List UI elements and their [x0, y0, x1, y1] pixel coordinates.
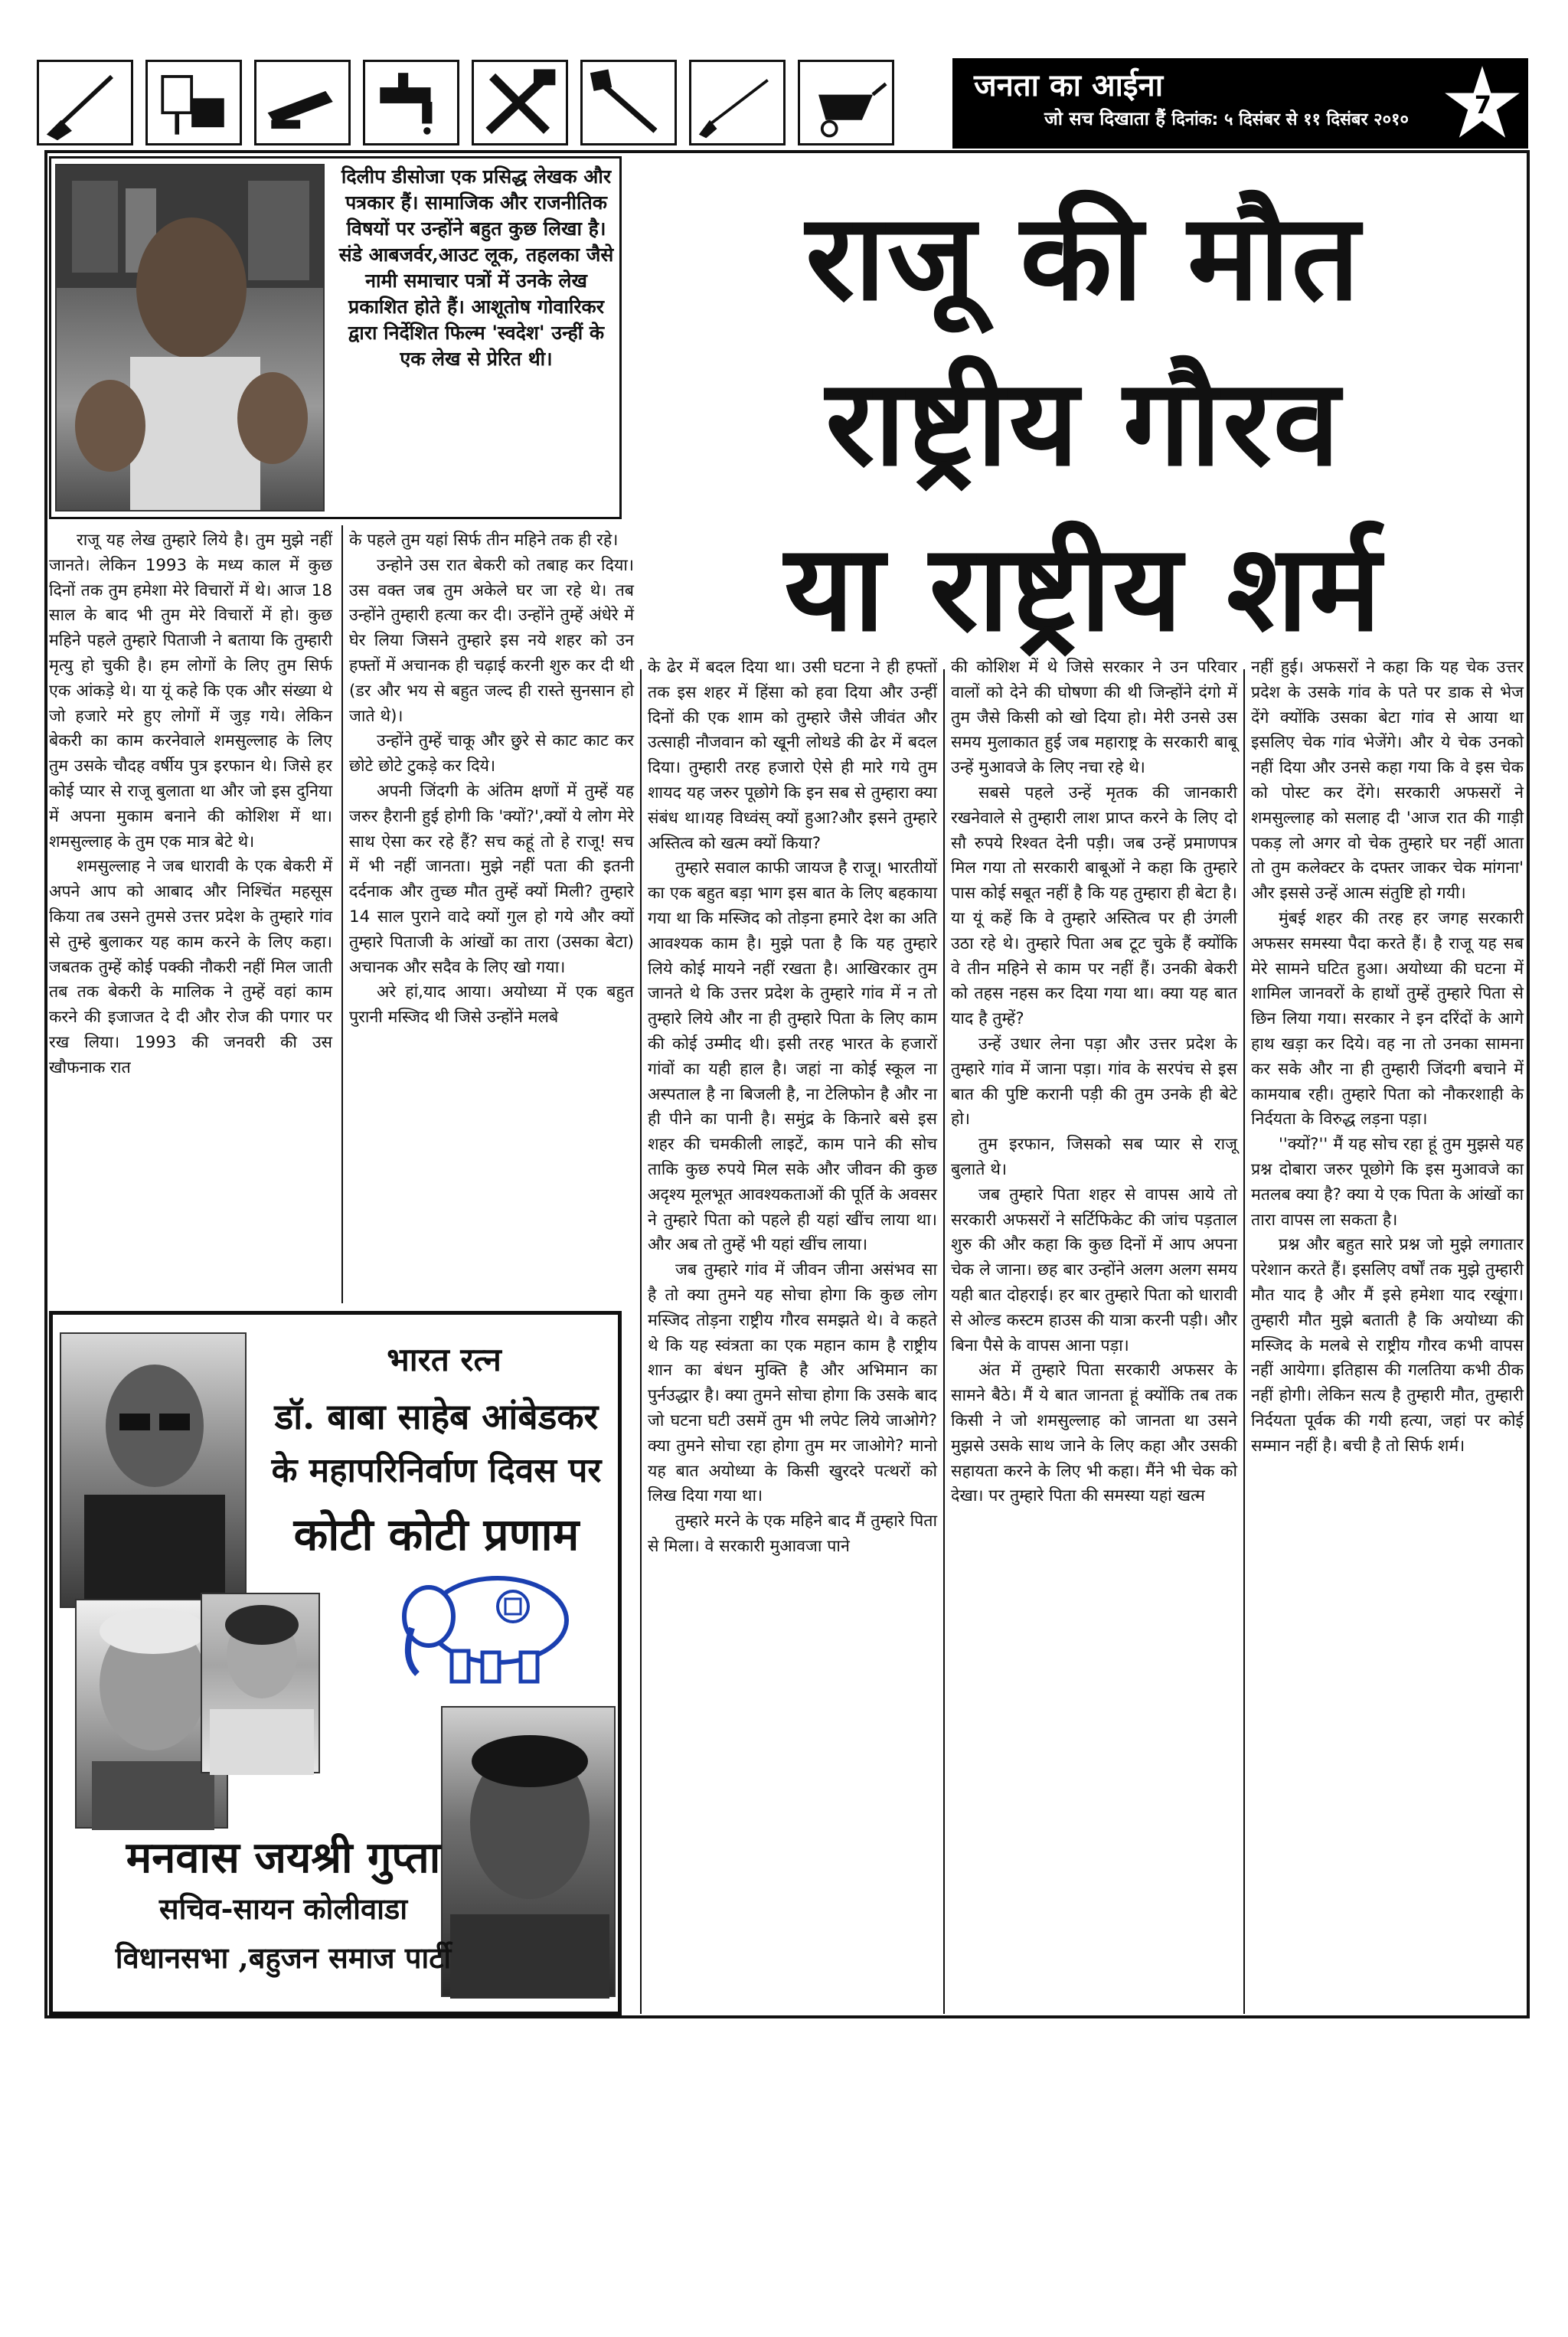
article-column-3 — [648, 655, 937, 1560]
ad-line-4: कोटी कोटी प्रणाम — [293, 1508, 580, 1561]
paragraph: की कोशिश में थे जिसे सरकार ने उन परिवार वालों को देने की घोषणा की थी जिन्होंने दंगो में तुम जैसे किसी को खो दिया हो। मेरी उनसे उस समय मुलाकात हुई जब महाराष्ट्र के सरकारी बाबू उन्हें मुआवजे के लिए नचा रहे थे। — [951, 658, 1237, 778]
chisel-icon — [254, 60, 351, 145]
paragraph: उन्हें उधार लेना पड़ा और उत्तर प्रदेश के तुम्हारे गांव में जाना पड़ा। गांव के सरपंच से इस बात की पुष्टि करानी पड़ी की तुम उनके ही बेटे हो। — [951, 1034, 1237, 1129]
paragraph: तुम्हारे सवाल काफी जायज है राजू। भारतीयों का एक बहुत बड़ा भाग इस बात के लिए बहकाया गया था कि मस्जिद को तोड़ना हमारे देश का अति आवश्यक काम है। मुझे पता है कि यह तुम्हारे लिये कोई मायने नहीं रखता है। आखिरकार तुम जानते थे कि उत्तर प्रदेश के तुम्हारे गांव में न तो तुम्हारे लिये और ना ही तुम्हारे पिता के लिए काम की कोई उम्मीद थी। इसी तरह भारत के हजारों गांवों का यही हाल है। जहां ना कोई स्कूल ना अस्पताल है ना बिजली है, ना टेलिफोन है और ना ही पीने का पानी है। समुंद्र के किनारे बसे इस शहर की चमकीली लाइटें, काम पाने की सोच ताकि कुछ रुपये मिल सके और जीवन की कुछ अदृश्य मूलभूत आवश्यकताओं की पूर्ति के अवसर ने तुम्हारे पिता को पहले ही यहां खींच लाया था। और अब तो तुम्हें भी यहां खींच लाया। — [648, 858, 937, 1255]
ad-sponsor-org: विधानसभा ,बहुजन समाज पार्टी — [115, 1940, 452, 1975]
paragraph: अंत में तुम्हारे पिता सरकारी अफसर के सामने बैठे। मैं ये बात जानता हूं क्योंकि तब तक किसी ने जो शमसुल्लाह को जानता था उसने मुझसे उसके साथ जाने के लिए कहा और उसकी सहायता करने के लिए भी कहा। मैंने भी चेक को देखा। पर तुम्हारे पिता की समस्या यहां खत्म — [951, 1361, 1237, 1506]
shovel-icon — [689, 60, 786, 145]
paragraph: सबसे पहले उन्हें मृतक की जानकारी रखनेवाले से तुम्हारी लाश प्राप्त करने के लिए दो सौ रुपये रिश्वत देनी पड़ी। जब उन्हें प्रमाणपत्र मिल गया तो सरकारी बाबूओं ने कहा कि तुम्हारे पास कोई सबूत नहीं है कि यह तुम्हारा ही बेटा है। या यूं कहें कि वे तुम्हारे अस्तित्व पर ही उंगली उठा रहे थे। तुम्हारे पिता अब टूट चुके हैं क्योंकि वे तीन महिने से काम पर नहीं हैं। उनकी बेकरी को तहस नहस कर दिया गया था। क्या यह बात याद है तुम्हें? — [951, 783, 1237, 1029]
spade-icon — [37, 60, 133, 145]
ad-sponsor-name: मनवास जयश्री गुप्ता — [126, 1832, 441, 1883]
author-bio-text: दिलीप डीसोजा एक प्रसिद्ध लेखक और पत्रकार हैं। सामाजिक और राजनीतिक विषयों पर उन्होंने बहुत कुछ लिखा है। संडे आबजर्वर,आउट लूक, तहलका जैसे नामी समाचार पत्रों में उनके लेख प्रकाशित होते हैं। आशूतोष गोवारिकर द्वारा निर्देशित फिल्म 'स्वदेश' उन्हीं के एक लेख से प्रेरित थी। — [338, 165, 614, 370]
paragraph: प्रश्न और बहुत सारे प्रश्न जो मुझे लगातार परेशान करते हैं। इसलिए वर्षों तक मुझे तुम्हारी मौत याद है और मैं इसे हमेशा याद रखूंगा। तुम्हारी मौत मुझे बताती है कि अयोध्या की मस्जिद के मलबे से राष्ट्रीय गौरव कभी वापस नहीं आयेगा। इतिहास की गलतिया कभी ठीक नहीं होगी। लेकिन सत्य है तुम्हारी मौत, तुम्हारी निर्दयता पूर्वक की गयी हत्या, जहां पर कोई सम्मान नहीं है। बची है तो सिर्फ शर्म। — [1251, 1235, 1524, 1456]
paragraph: के ढेर में बदल दिया था। उसी घटना ने ही हफ्तों तक इस शहर में हिंसा को हवा दिया और उन्हीं दिनों की एक शाम को तुम्हारे जैसे जीवंत और उत्साही नौजवान को खूनी लोथडे की ढेर में बदल दिया। तुम्हारी तरह हजारो ऐसे ही मारे गये तुम शायद यह जरुर पूछोगे कि इन सब से तुम्हारा क्या संबंध था।यह विध्वंस् क्यों हुआ?और इसने तुम्हारे अस्तित्व को खत्म क्यों किया? — [648, 658, 937, 853]
masthead — [952, 58, 1528, 149]
article-column-1 — [49, 528, 332, 1081]
paragraph: राजू यह लेख तुम्हारे लिये है। तुम मुझे नहीं जानते। लेकिन 1993 के मध्य काल में कुछ दिनों तक तुम हमेशा मेरे विचारों में थे। आज 18 साल के बाद भी तुम मेरे विचारों में हो। कुछ महिने पहले तुम्हारे पिताजी ने बताया कि तुम्हारी मृत्यु हो चुकी है। हम लोगों के लिए तुम सिर्फ एक आंकड़े थे। या यूं कहे कि एक और संख्या थे जो हजारे मरे हुए लोगों में जुड़ गये। लेकिन बेकरी का काम करनेवाले शमसुल्लाह के लिए तुम उसके चौदह वर्षीय पुत्र इरफान थे। जिसे हर कोई प्यार से राजू बुलाता था और जो इस दुनिया में अपना मुकाम बनाने की कोशिश में था। शमसुल्लाह के तुम एक मात्र बेटे थे। — [49, 531, 332, 851]
ad-sponsor-post: सचिव-सायन कोलीवाडा — [158, 1891, 408, 1926]
headline-line-3: या राष्ट्रीय शर्म — [784, 518, 1383, 658]
paragraph: जब तुम्हारे पिता शहर से वापस आये तो सरकारी अफसरों ने सर्टिफिकेट की जांच पड़ताल शुरु की और कहा कि कुछ दिनों में आप अपना चेक ले जाना। छह बार उन्होंने अलग अलग समय यही बात दोहराई। हर बार तुम्हारे पिता को धारावी से ओल्ड कस्टम हाउस की यात्रा करनी पड़ी। और बिना पैसे के वापस आना पड़ा। — [951, 1185, 1237, 1355]
paragraph: उन्होंने तुम्हें चाकू और छुरे से काट काट कर छोटे छोटे टुकड़े कर दिये। — [349, 731, 634, 776]
elephant-icon — [398, 1559, 579, 1689]
headline — [643, 175, 1524, 671]
water-tap-icon — [363, 60, 459, 145]
paragraph: अपनी जिंदगी के अंतिम क्षणों में तुम्हें यह जरुर हैरानी हुई होगी कि 'क्यों?',क्यों ये लोग मेरे साथ ऐसा कर रहे हैं? सच कहूं तो हे राजू! सच में भी नहीं जानता। मुझे नहीं पता की इतनी दर्दनाक और तुच्छ मौत तुम्हें क्यों मिली? तुम्हारे 14 साल पुराने वादे क्यों गुल हो गये और क्यों तुम्हारे पिताजी के आंखों का तारा (उसका बेटा) अचानक और सदैव के लिए खो गया। — [349, 781, 634, 977]
ad-line-1: भारत रत्न — [387, 1341, 501, 1378]
column-divider — [1243, 669, 1245, 2014]
page-number: 7 — [1474, 90, 1491, 119]
paragraph: अरे हां,याद आया। अयोध्या में एक बहुत पुरानी मस्जिद थी जिसे उन्होंने मलबे — [349, 982, 634, 1028]
article-column-5 — [1251, 655, 1524, 1459]
issue-date: दिनांक: ५ दिसंबर से ११ दिसंबर २०१० — [1171, 110, 1409, 129]
paint-brush-icon — [145, 60, 242, 145]
paragraph: तुम इरफान, जिसको सब प्यार से राजू बुलाते थे। — [951, 1135, 1237, 1179]
article-column-4 — [951, 655, 1237, 1509]
column-divider — [943, 669, 945, 2014]
column-divider — [640, 669, 642, 2014]
author-photo — [55, 164, 325, 512]
paragraph: नहीं हुई। अफसरों ने कहा कि यह चेक उत्तर प्रदेश के उसके गांव के पते पर डाक से भेज देंगे क्योंकि उसका बेटा गांव से आया था इसलिए चेक गांव भेजेंगे। और ये चेक उनको नहीं दिया और उनसे कहा गया कि वे इस चेक को पोस्ट कर देंगे। सरकारी अफसरों ने शमसुल्लाह को सलाह दी 'आज रात की गाड़ी पकड़ लो अगर वो चेक तुम्हारे घर नहीं आता तो तुम कलेक्टर के दफ्तर जाकर चेक मांगना' और इससे उन्हें आत्म संतुष्टि हो गयी। — [1251, 658, 1524, 904]
tagline-text: जो सच दिखाता हैं — [1044, 108, 1166, 129]
ad-line-3: के महापरिनिर्वाण दिवस पर — [271, 1451, 602, 1490]
ambedkar-photo — [60, 1332, 247, 1608]
paragraph: शमसुल्लाह ने जब धारावी के एक बेकरी में अपने आप को आबाद और निश्चिंत महसूस किया तब उसने तुमसे उत्तर प्रदेश के तुम्हारे गांव से तुम्हे बुलाकर यह काम करने के लिए कहा। जबतक तुम्हें कोई पक्की नौकरी नहीं मिल जाती तब तक बेकरी के मालिक ने तुम्हें वहां काम करने की इजाजत दे दी और रोज की पगार पर रख लिया। 1993 की जनवरी की उस खौफनाक रात — [49, 857, 332, 1077]
paragraph: उन्होने उस रात बेकरी को तबाह कर दिया। उस वक्त जब तुम अकेले घर जा रहे थे। तब उन्होंने तुम्हारी हत्या कर दी। उन्होंने तुम्हें अंधेरे में घेर लिया जिसने तुम्हारे इस नये शहर को उन हफ्तों में अचानक ही चढ़ाई करनी शुरु कर दी थी (डर और भय से बहुत जल्द ही रास्ते सुनसान हो जाते थे)। — [349, 555, 634, 726]
tool-icon-strip — [37, 60, 949, 150]
newspaper-name: जनता का आईना — [974, 67, 1164, 103]
column-divider — [341, 525, 343, 1303]
article-column-2 — [349, 528, 634, 1031]
paragraph: मुंबई शहर की तरह हर जगह सरकारी अफसर समस्या पैदा करते हैं। है राजू यह सब मेरे सामने घटित हुआ। अयोध्या की घटना में शामिल जानवरों के हाथों तुम्हें तुम्हारे पिता से छिन लिया गया। सरकार ने इन दरिंदों के आगे हाथ खड़ा कर दिये। वह ना तो उनका सामना कर सके और ना ही तुम्हारी जिंदगी बचाने में कामयाब रही। तुम्हारे पिता को नौकरशाही के निर्दयता के विरुद्ध लड़ना पड़ा। — [1251, 908, 1524, 1129]
masthead-tagline — [1044, 106, 1409, 131]
headline-line-2: राष्ट्रीय गौरव — [825, 352, 1341, 492]
paragraph: जब तुम्हारे गांव में जीवन जीना असंभव सा है तो क्या तुमने यह सोचा होगा कि कुछ लोग मस्जिद तोड़ना राष्ट्रीय गौरव समझते थे। वे कहते थे कि यह स्वंत्रता का एक महान काम है राष्ट्रीय शान का बंधन मुक्ति है और अभिमान का पुर्नउद्धार है। क्या तुमने सोचा होगा कि उसके बाद जो घटना घटी उसमें तुम भी लपेट लिये जाओगे? क्या तुमने सोचा रहा होगा तुम मर जाओगे? मानो यह बात अयोध्या के किसी खुरदरे पत्थरों को लिख दिया गया था। — [648, 1260, 937, 1506]
ad-line-2: डॉ. बाबा साहेब आंबेडकर — [274, 1396, 599, 1437]
pipe-wrench-icon — [580, 60, 677, 145]
paragraph: तुम्हारे मरने के एक महिने बाद मैं तुम्हारे पिता से मिला। वे सरकारी मुआवजा पाने — [648, 1512, 937, 1556]
wrench-hammer-icon — [472, 60, 568, 145]
paragraph: ''क्यों?'' मैं यह सोच रहा हूं तुम मुझसे यह प्रश्न दोबारा जरुर पूछोगे कि इस मुआवजे का मतलब क्या है? क्या ये एक पिता के आंखों का तारा वापस ला सकता है। — [1251, 1135, 1524, 1230]
leader-photo-2 — [201, 1593, 320, 1773]
headline-line-1: राजू की मौत — [805, 187, 1361, 327]
paragraph: के पहले तुम यहां सिर्फ तीन महिने तक ही रहे। — [349, 531, 619, 550]
wheelbarrow-icon — [798, 60, 894, 145]
